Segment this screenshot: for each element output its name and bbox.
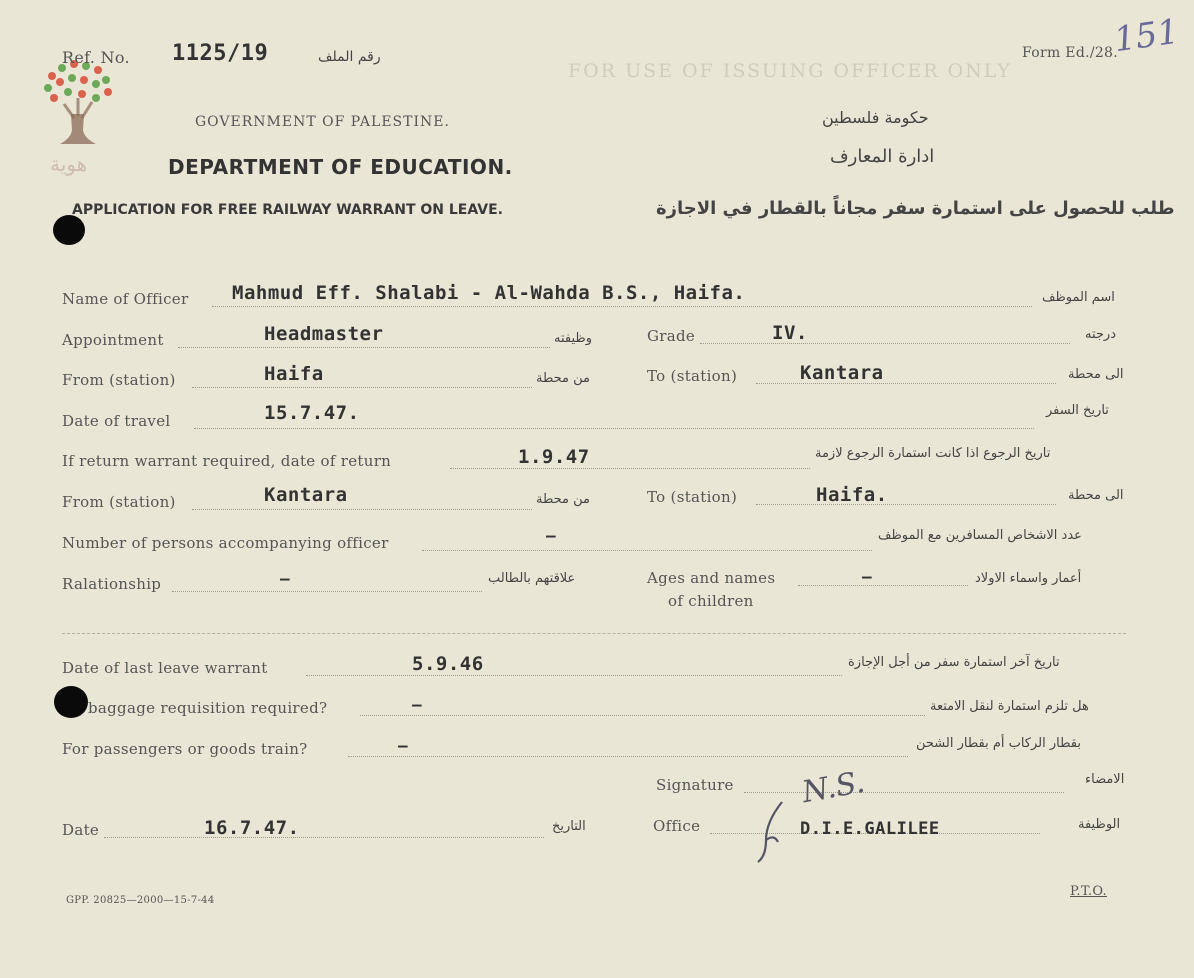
date-dotted-line bbox=[104, 837, 544, 838]
return-from-station-label-arabic: من محطة bbox=[536, 492, 590, 507]
children-dotted-line bbox=[798, 585, 968, 586]
children-label-line2: of children bbox=[668, 592, 754, 610]
persons-dotted-line bbox=[422, 550, 872, 551]
last-leave-dotted-line bbox=[306, 675, 842, 676]
date-label: Date bbox=[62, 821, 100, 839]
relationship-value: — bbox=[280, 569, 291, 588]
watermark-text: هوية bbox=[50, 152, 88, 176]
appointment-label-arabic: وظيفته bbox=[554, 331, 593, 346]
grade-label-arabic: درجته bbox=[1085, 327, 1116, 342]
to-station-label-arabic: الى محطة bbox=[1068, 367, 1124, 382]
to-station-label: To (station) bbox=[647, 367, 738, 385]
government-title-arabic: حكومة فلسطين bbox=[822, 108, 929, 127]
appointment-value: Headmaster bbox=[264, 323, 384, 345]
form-number: Form Ed./28. bbox=[1022, 45, 1119, 61]
train-label: For passengers or goods train? bbox=[62, 740, 308, 758]
government-title: GOVERNMENT OF PALESTINE. bbox=[195, 114, 450, 130]
name-label: Name of Officer bbox=[62, 290, 189, 308]
return-from-station-label: From (station) bbox=[62, 493, 176, 511]
relationship-label: Ralationship bbox=[62, 575, 162, 593]
ref-label: Ref. No. bbox=[62, 48, 130, 67]
last-leave-label-arabic: تاريخ آخر استمارة سفر من أجل الإجازة bbox=[848, 655, 1060, 670]
relationship-dotted-line bbox=[172, 591, 482, 592]
date-value: 16.7.47. bbox=[204, 817, 300, 839]
department-title-arabic: ادارة المعارف bbox=[830, 146, 935, 167]
grade-value: IV. bbox=[772, 322, 808, 344]
pto-label: P.T.O. bbox=[1070, 884, 1107, 899]
date-of-travel-label-arabic: تاريخ السفر bbox=[1046, 403, 1109, 418]
name-label-arabic: اسم الموظف bbox=[1042, 290, 1115, 305]
date-label-arabic: التاريخ bbox=[552, 819, 586, 834]
return-to-station-label-arabic: الى محطة bbox=[1068, 488, 1124, 503]
bleed-through-text: FOR USE OF ISSUING OFFICER ONLY bbox=[568, 60, 1012, 82]
department-title: DEPARTMENT OF EDUCATION. bbox=[168, 155, 513, 179]
train-value: — bbox=[398, 736, 409, 755]
office-label-arabic: الوظيفة bbox=[1078, 817, 1121, 832]
return-to-station-dotted-line bbox=[756, 504, 1056, 505]
return-date-label: If return warrant required, date of return bbox=[62, 452, 392, 470]
name-dotted-line bbox=[212, 306, 1032, 307]
baggage-label-arabic: هل تلزم استمارة لنقل الامتعة bbox=[930, 699, 1089, 714]
folio-number: 151 bbox=[1111, 11, 1182, 61]
persons-value: — bbox=[546, 526, 557, 545]
application-title: APPLICATION FOR FREE RAILWAY WARRANT ON LEAVE. bbox=[72, 202, 503, 218]
signature-handwriting: N.S. bbox=[799, 764, 868, 811]
baggage-value: — bbox=[412, 695, 423, 714]
baggage-dotted-line bbox=[360, 715, 925, 716]
return-date-dotted-line bbox=[450, 468, 810, 469]
appointment-label: Appointment bbox=[62, 331, 164, 349]
signature-flourish-icon bbox=[752, 796, 792, 866]
office-value: D.I.E.GALILEE bbox=[800, 819, 940, 839]
date-of-travel-label: Date of travel bbox=[62, 412, 171, 430]
last-leave-label: Date of last leave warrant bbox=[62, 659, 268, 677]
tree-logo-icon bbox=[38, 52, 118, 202]
train-label-arabic: بقطار الركاب أم بقطار الشحن bbox=[916, 736, 1081, 751]
return-date-value: 1.9.47 bbox=[518, 446, 590, 468]
section-divider bbox=[62, 633, 1126, 634]
printer-code: GPP. 20825—2000—15-7-44 bbox=[66, 895, 215, 906]
return-to-station-label: To (station) bbox=[647, 488, 738, 506]
punch-hole-bottom bbox=[54, 686, 88, 718]
ref-label-arabic: رقم الملف bbox=[318, 49, 381, 65]
children-label-line1: Ages and names bbox=[647, 569, 776, 587]
ref-value: 1125/19 bbox=[172, 41, 269, 66]
return-to-station-value: Haifa. bbox=[816, 484, 888, 506]
relationship-label-arabic: علاقتهم بالطالب bbox=[488, 571, 576, 586]
to-station-value: Kantara bbox=[800, 362, 884, 384]
name-value: Mahmud Eff. Shalabi - Al-Wahda B.S., Haifa. bbox=[232, 282, 746, 304]
signature-label: Signature bbox=[656, 776, 734, 794]
return-from-station-dotted-line bbox=[192, 509, 532, 510]
date-of-travel-value: 15.7.47. bbox=[264, 402, 360, 424]
return-from-station-value: Kantara bbox=[264, 484, 348, 506]
from-station-label-arabic: من محطة bbox=[536, 371, 590, 386]
persons-label-arabic: عدد الاشخاص المسافرين مع الموظف bbox=[878, 528, 1082, 543]
children-label-arabic: أعمار واسماء الاولاد bbox=[975, 571, 1082, 586]
punch-hole-top bbox=[53, 215, 85, 245]
signature-label-arabic: الامضاء bbox=[1085, 772, 1125, 787]
from-station-value: Haifa bbox=[264, 363, 324, 385]
train-dotted-line bbox=[348, 756, 908, 757]
office-label: Office bbox=[653, 817, 701, 835]
last-leave-value: 5.9.46 bbox=[412, 653, 484, 675]
from-station-dotted-line bbox=[192, 387, 532, 388]
children-value: — bbox=[862, 567, 873, 586]
baggage-label: baggage requisition required? bbox=[88, 699, 328, 717]
application-title-arabic: طلب للحصول على استمارة سفر مجاناً بالقطار في الاجازة bbox=[656, 198, 1175, 219]
grade-label: Grade bbox=[647, 327, 696, 345]
return-date-label-arabic: تاريخ الرجوع اذا كانت استمارة الرجوع لازمة bbox=[815, 446, 1051, 461]
signature-dotted-line bbox=[744, 792, 1064, 793]
watermark-logo bbox=[38, 52, 118, 202]
grade-dotted-line bbox=[700, 343, 1070, 344]
appointment-dotted-line bbox=[178, 347, 550, 348]
from-station-label: From (station) bbox=[62, 371, 176, 389]
persons-label: Number of persons accompanying officer bbox=[62, 534, 389, 552]
date-of-travel-dotted-line bbox=[194, 428, 1034, 429]
